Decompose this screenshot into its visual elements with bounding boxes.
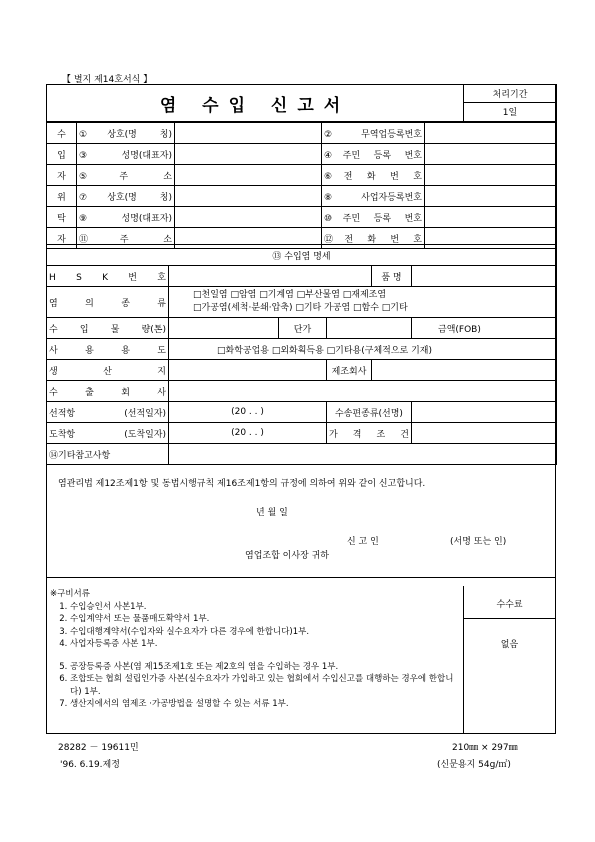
importer-trade-reg-label: ②무역업등록번호 — [322, 123, 425, 144]
other-notes-field[interactable] — [169, 444, 557, 465]
addressee: 염업조합 이사장 귀하 — [245, 551, 329, 561]
salt-type-options[interactable] — [169, 287, 557, 318]
item-name-label: 품 명 — [372, 266, 412, 287]
consignor-resident-no-label: ⑩주민 등록 번호 — [322, 207, 425, 228]
price-terms-field[interactable] — [412, 423, 557, 444]
consignor-phone-label: ⑫전 화 번 호 — [322, 228, 425, 249]
price-terms-label: 가 격 조 건 — [327, 423, 412, 444]
footer-date: '96. 6.19.제정 — [60, 760, 120, 770]
signature-field[interactable]: (서명 또는 인) — [450, 537, 507, 547]
arrive-date-field[interactable]: (20 . . ) — [169, 423, 327, 444]
required-docs-title: ※구비서류 — [50, 589, 90, 599]
ship-date-text: (선적일자) — [124, 408, 166, 419]
applicant-label: 신 고 인 — [347, 537, 379, 547]
importer-trade-reg-field[interactable] — [425, 123, 557, 144]
importer-side-3: 자 — [47, 165, 77, 186]
importer-trade-name-field[interactable] — [175, 123, 322, 144]
origin-label: 생 산 지 — [47, 360, 169, 381]
list-item: 6. 조합또는 협회 설립인가증 사본(실수요자가 가입하고 있는 협회에서 수입신고를 대행하는 경우에 한합니다) 1부. — [70, 673, 460, 698]
list-item: 2. 수입계약서 또는 물품매도확약서 1부. — [70, 613, 460, 626]
origin-field[interactable] — [169, 360, 327, 381]
maker-field[interactable] — [372, 360, 557, 381]
unit-price-field[interactable] — [327, 318, 412, 339]
consignor-side-2: 탁 — [47, 207, 77, 228]
party-table — [46, 122, 557, 249]
required-docs-list-a — [50, 601, 460, 651]
title-table — [46, 84, 557, 122]
consignor-resident-no-field[interactable] — [425, 207, 557, 228]
ship-port-label — [47, 402, 169, 423]
list-item: 4. 사업자등록증 사본 1부. — [70, 638, 460, 651]
transport-label: 수송편종류(선명) — [327, 402, 412, 423]
importer-rep-name-label: ③성명(대표자) — [77, 144, 175, 165]
usage-label: 사 용 용 도 — [47, 339, 169, 360]
items-table — [46, 244, 557, 465]
page-title: 염 수입 신고서 — [47, 85, 464, 122]
amount-label: 금액(FOB) — [438, 324, 481, 335]
list-item: 1. 수입승인서 사본1부. — [70, 601, 460, 614]
importer-resident-no-label: ④주민 등록 번호 — [322, 144, 425, 165]
list-item: 7. 생산지에서의 염제조 ·가공방법을 설명할 수 있는 서류 1부. — [70, 698, 460, 711]
importer-side-1: 수 — [47, 123, 77, 144]
maker-label: 제조회사 — [327, 360, 372, 381]
ship-date-field[interactable]: (20 . . ) — [169, 402, 327, 423]
exporter-label: 수 출 회 사 — [47, 381, 169, 402]
importer-phone-field[interactable] — [425, 165, 557, 186]
importer-address-field[interactable] — [175, 165, 322, 186]
amount-cell[interactable] — [412, 318, 557, 339]
consignor-biz-reg-field[interactable] — [425, 186, 557, 207]
importer-rep-name-field[interactable] — [175, 144, 322, 165]
item-name-field[interactable] — [412, 266, 557, 287]
importer-address-label: ⑤주 소 — [77, 165, 175, 186]
declaration-text: 염관리법 제12조제1항 및 동법시행규칙 제16조제1항의 규정에 의하여 위와 같이 신고합니다. — [58, 479, 426, 489]
list-item: 3. 수입대행계약서(수입자와 실수요자가 다른 경우에 한합니다)1부. — [70, 626, 460, 639]
processing-period-label: 처리기간 — [464, 85, 557, 103]
salt-type-options-line1[interactable]: □천일염 □암염 □기계염 □부산물염 □재제조염 — [193, 290, 387, 300]
footer-paper: (신문용지 54g/㎡) — [437, 760, 511, 770]
fee-label: 수수료 — [496, 600, 523, 610]
footer-size: 210㎜ × 297㎜ — [452, 743, 518, 753]
consignor-biz-reg-label: ⑧사업자등록번호 — [322, 186, 425, 207]
consignor-side-1: 위 — [47, 186, 77, 207]
consignor-side-3: 자 — [47, 228, 77, 249]
other-notes-label: ⑭기타참고사항 — [47, 444, 169, 465]
importer-side-2: 입 — [47, 144, 77, 165]
arrive-port-text: 도착항 — [49, 429, 76, 440]
quantity-field[interactable] — [169, 318, 279, 339]
consignor-trade-name-label: ⑦상호(명 칭) — [77, 186, 175, 207]
form-number: 【 별지 제14호서식 】 — [62, 75, 153, 85]
fee-box-divider — [463, 618, 556, 619]
required-docs-list-b — [50, 661, 460, 711]
transport-field[interactable] — [412, 402, 557, 423]
consignor-trade-name-field[interactable] — [175, 186, 322, 207]
date-line[interactable]: 년 월 일 — [256, 508, 288, 518]
quantity-label: 수 입 물 량(톤) — [47, 318, 169, 339]
importer-phone-label: ⑥전 화 번 호 — [322, 165, 425, 186]
processing-period-value: 1일 — [464, 102, 557, 121]
items-header: ⑬ 수입염 명세 — [47, 245, 557, 266]
hsk-label: H S K 번 호 — [47, 266, 169, 287]
arrive-port-label — [47, 423, 169, 444]
divider — [46, 577, 556, 578]
unit-price-label: 단가 — [279, 318, 327, 339]
required-docs — [50, 588, 460, 711]
hsk-field[interactable] — [169, 266, 372, 287]
importer-resident-no-field[interactable] — [425, 144, 557, 165]
consignor-rep-name-field[interactable] — [175, 207, 322, 228]
salt-type-options-line2[interactable]: □가공염(세척·분쇄·압축) □기타 가공염 □함수 □기타 — [193, 303, 408, 313]
list-item: 5. 공장등록증 사본(염 제15조제1호 또는 제2호의 염을 수입하는 경우 1부. — [70, 661, 460, 674]
arrive-date-text: (도착일자) — [124, 429, 166, 440]
salt-type-label: 염 의 종 류 — [47, 287, 169, 318]
consignor-rep-name-label: ⑨성명(대표자) — [77, 207, 175, 228]
exporter-field[interactable] — [169, 381, 557, 402]
usage-options[interactable]: □화학공업용 □외화획득용 □기타용(구체적으로 기재) — [169, 339, 557, 360]
importer-trade-name-label: ①상호(명 칭) — [77, 123, 175, 144]
footer-code: 28282 － 19611민 — [58, 743, 139, 753]
consignor-address-label: ⑪주 소 — [77, 228, 175, 249]
ship-port-text: 선적항 — [49, 408, 76, 419]
fee-value: 없음 — [500, 640, 519, 650]
